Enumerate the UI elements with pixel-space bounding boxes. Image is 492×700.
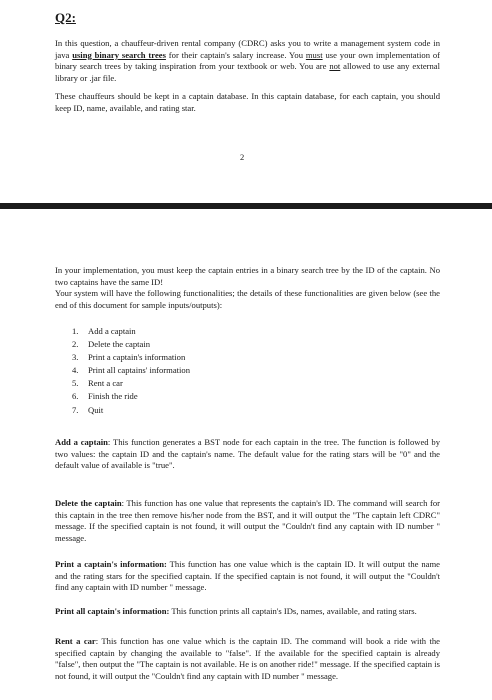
question-heading: Q2: xyxy=(55,10,76,25)
list-item-label: Finish the ride xyxy=(88,391,138,402)
list-item xyxy=(72,338,190,351)
section-title: Print all captain's information: xyxy=(55,606,170,616)
section-title: Print a captain's information: xyxy=(55,559,167,569)
list-item-number: 3. xyxy=(72,352,79,363)
section-title: Add a captain xyxy=(55,437,108,447)
intro-emphasis-bst: using binary search trees xyxy=(72,49,166,60)
section-text: This function has one value which is the captain ID. It will output the name and the rating stars for the specified captain. If the specified captain is not found, it will output the "Couldn't find any captain with ID number " message. xyxy=(55,559,440,593)
section-text: : This function has one value that represents the captain's ID. The command will search for this captain in the tree then remove his/her node from the BST, and it will output the "The captain left CDRC" message. If the specified captain is not found, it will output the "Couldn't find any captain with ID number " message. xyxy=(55,498,440,543)
implementation-text-2: Your system will have the following functionalities; the details of these functionalities are given below (see the end of this document for sample inputs/outputs): xyxy=(55,288,440,310)
list-item-number: 6. xyxy=(72,391,79,402)
list-item xyxy=(72,351,190,364)
list-item-number: 7. xyxy=(72,404,79,415)
section-text: : This function generates a BST node for each captain in the tree. The function is followed by two values: the captain ID and the captain's name. The default value for the rating stars will be "0" and the default value of available is "true". xyxy=(55,437,441,471)
intro-text-e: use your own implementation of binary search trees by taking inspiration from your textbook or web. You are xyxy=(55,49,441,72)
list-item-number: 1. xyxy=(72,326,79,336)
section-print-all xyxy=(55,606,440,618)
section-text: : This function has one value which is the captain ID. The command will book a ride with the specified captain by changing the available to "false". If the available for the specified captain is already "false", then output the "The captain is not available. He is on another ride!" message. If the specified captain is not found, it will output the "Couldn't find any captain with ID number " message. xyxy=(55,636,440,681)
intro-text-c: for their captain's salary increase. You xyxy=(165,49,306,60)
list-item-label: Rent a car xyxy=(88,378,123,389)
intro-text-g: allowed to use any external library or .jar file. xyxy=(55,61,441,83)
implementation-paragraph xyxy=(55,265,440,311)
section-text: This function prints all captain's IDs, names, available, and rating stars. xyxy=(169,606,417,616)
list-item-number: 2. xyxy=(72,339,79,350)
list-item-label: Print a captain's information xyxy=(88,352,186,363)
section-rent-car xyxy=(55,636,440,682)
database-paragraph xyxy=(55,91,440,114)
section-title: Rent a car xyxy=(55,636,96,646)
list-item xyxy=(72,390,190,403)
implementation-text-1: In your implementation, you must keep the captain entries in a binary search tree by the ID of the captain. No two captains have the same ID! xyxy=(55,265,440,287)
intro-text-a: In this question, a chauffeur-driven rental company (CDRC) asks you to write a management system code in java xyxy=(55,38,440,60)
list-item xyxy=(72,325,190,338)
list-item-number: 4. xyxy=(72,365,79,376)
list-item-label: Delete the captain xyxy=(88,339,151,350)
page-number: 2 xyxy=(240,152,245,162)
list-item-label: Print all captains' information xyxy=(88,365,191,376)
list-item-label: Add a captain xyxy=(88,326,136,336)
list-item xyxy=(72,364,190,377)
section-print-captain xyxy=(55,559,440,594)
functionality-list xyxy=(72,325,190,417)
list-item xyxy=(72,404,190,417)
list-item-label: Quit xyxy=(88,404,104,415)
intro-emphasis-not: not xyxy=(329,61,341,72)
section-add-captain xyxy=(55,437,440,472)
section-title: Delete the captain xyxy=(55,498,122,508)
document-page-upper xyxy=(0,0,492,203)
intro-emphasis-must: must xyxy=(305,49,323,60)
list-item-number: 5. xyxy=(72,378,79,389)
list-item xyxy=(72,377,190,390)
database-text: These chauffeurs should be kept in a captain database. In this captain database, for each captain, you should keep ID, name, available, and rating star. xyxy=(55,91,440,113)
intro-paragraph xyxy=(55,38,440,84)
section-delete-captain xyxy=(55,498,440,544)
